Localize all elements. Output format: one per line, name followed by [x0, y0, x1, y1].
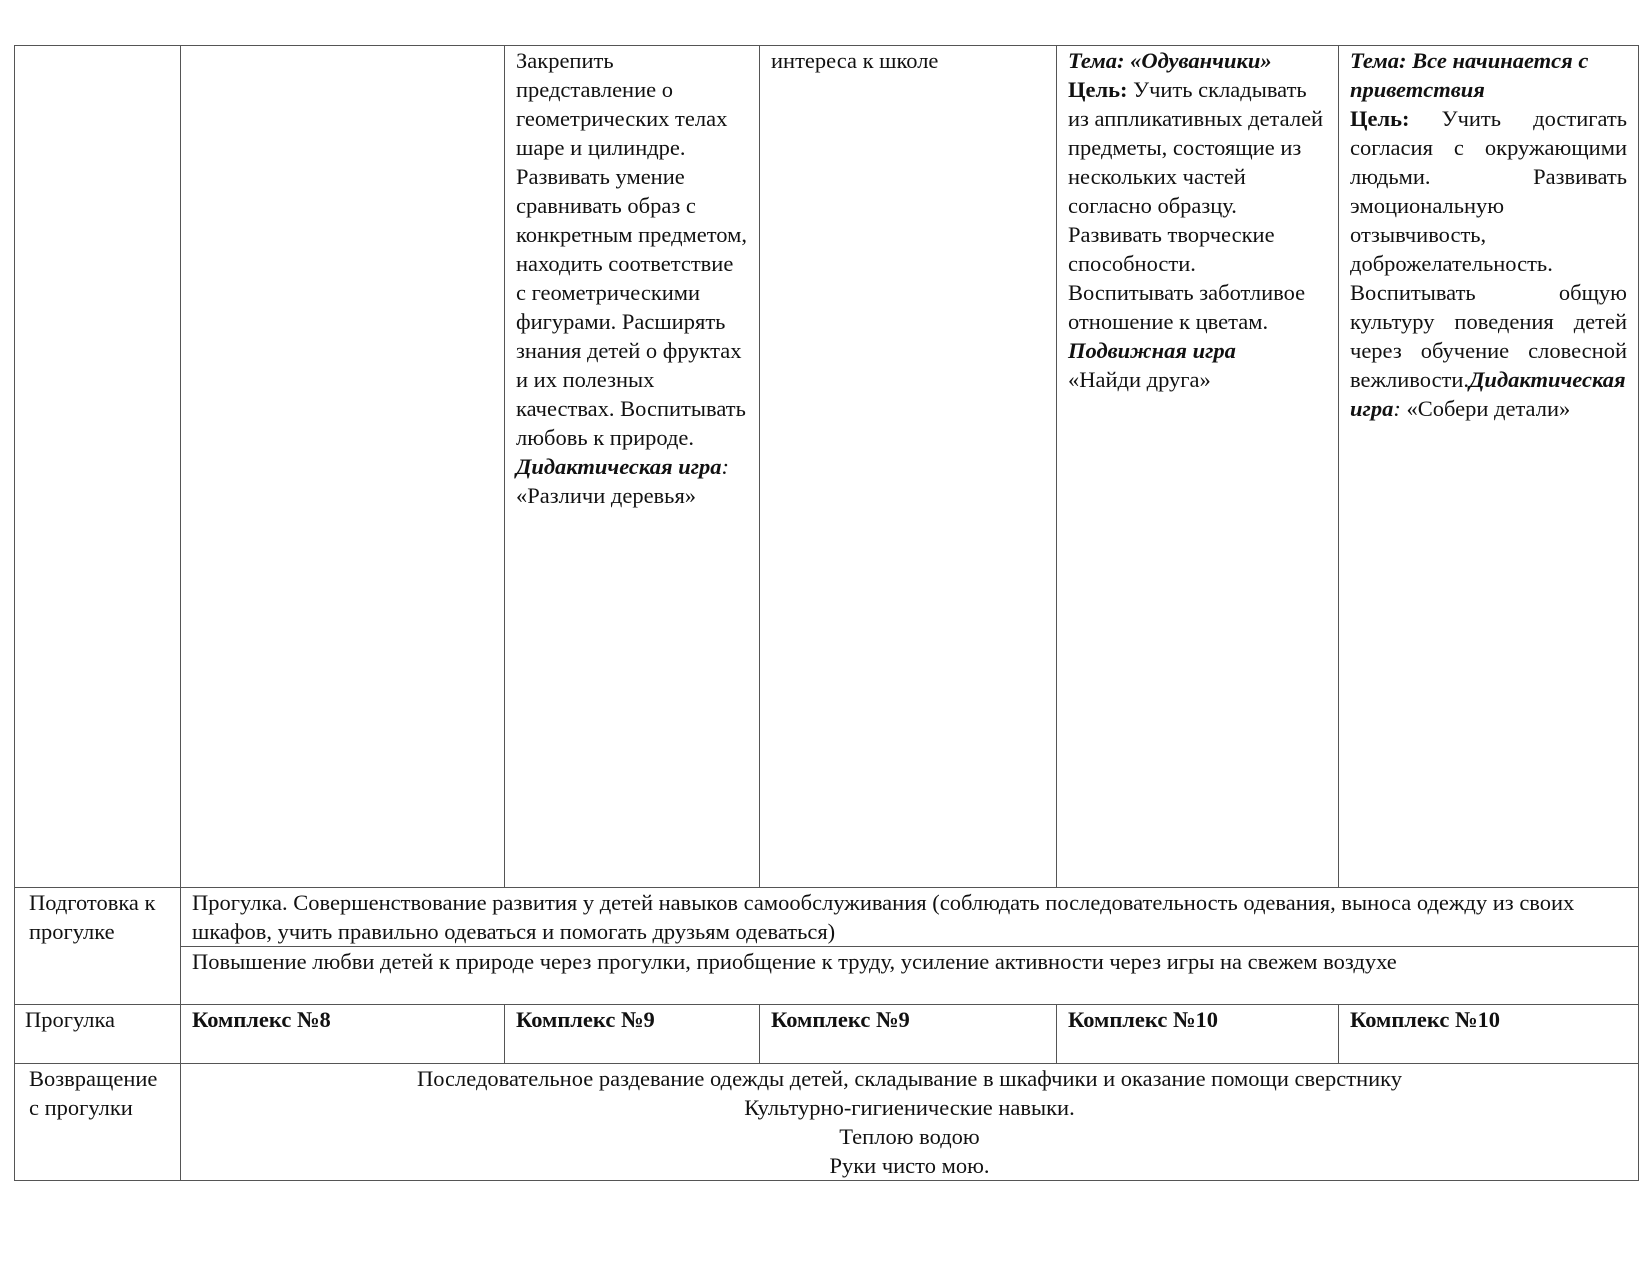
walk-complex-3: Комплекс №9: [760, 1005, 1057, 1064]
walk-complex-1: Комплекс №8: [181, 1005, 505, 1064]
prep-label: Подготовка к прогулке: [15, 888, 181, 1005]
return-line-3: Теплою водою: [839, 1124, 980, 1149]
activity-goal: Цель: Учить складывать из аппликативных деталей предметы, состоящие из нескольких частей согласно образцу. Развивать творческие способности. Воспитывать заботливое отношение к цветам.: [1068, 77, 1324, 334]
prep-row-2: [15, 947, 1639, 1005]
game-heading: Дидактическая игра:: [516, 454, 730, 479]
activity-theme: Тема: «Одуванчики»: [1068, 48, 1272, 73]
walk-complex-2: Комплекс №9: [505, 1005, 760, 1064]
return-line-1: Последовательное раздевание одежды детей, складывание в шкафчики и оказание помощи сверстнику: [416, 1066, 1403, 1091]
walk-complex-4: Комплекс №10: [1057, 1005, 1339, 1064]
walk-row: [15, 1005, 1639, 1064]
empty-label-cell: [15, 46, 181, 888]
activity-goal: Цель: Учить достигать согласия с окружающими людьми. Развивать эмоциональную отзывчивость, доброжелательность. Воспитывать общую культуру поведения детей через обучение словесной вежливости.Дидактическая игра: «Собери детали»: [1350, 106, 1627, 421]
prep-row-1: [15, 888, 1639, 947]
walk-label: Прогулка: [15, 1005, 181, 1064]
return-line-4: Руки чисто мою.: [829, 1153, 990, 1178]
game-heading: Подвижная игра: [1068, 338, 1236, 363]
return-row: [15, 1064, 1639, 1181]
activity-text: интереса к школе: [771, 48, 939, 73]
activities-row: [15, 46, 1639, 888]
walk-complex-5: Комплекс №10: [1339, 1005, 1639, 1064]
return-text: [181, 1064, 1639, 1181]
prep-text-2: Повышение любви детей к природе через прогулки, приобщение к труду, усиление активности через игры на свежем воздухе: [181, 947, 1639, 1005]
activity-cell-3: [505, 46, 760, 888]
return-line-2: Культурно-гигиенические навыки.: [744, 1095, 1075, 1120]
daily-plan-table: [14, 45, 1639, 1181]
activity-cell-5: [1057, 46, 1339, 888]
game-name: «Различи деревья»: [516, 483, 697, 508]
empty-monday-cell: [181, 46, 505, 888]
return-label: Возвращение с прогулки: [15, 1064, 181, 1181]
prep-text-1: Прогулка. Совершенствование развития у детей навыков самообслуживания (соблюдать последовательность одевания, выноса одежду из своих шкафов, учить правильно одеваться и помогать друзьям одеваться): [181, 888, 1639, 947]
activity-goal-text: Закрепить представление о геометрических телах шаре и цилиндре. Развивать умение сравнивать образ с конкретным предметом, находить соответствие с геометрическими фигурами. Расширять знания детей о фруктах и их полезных качествах. Воспитывать любовь к природе.: [516, 48, 747, 450]
game-name: «Найди друга»: [1068, 367, 1211, 392]
activity-cell-6: [1339, 46, 1639, 888]
activity-theme: Тема: Все начинается с приветствия: [1350, 48, 1589, 102]
activity-cell-4: [760, 46, 1057, 888]
